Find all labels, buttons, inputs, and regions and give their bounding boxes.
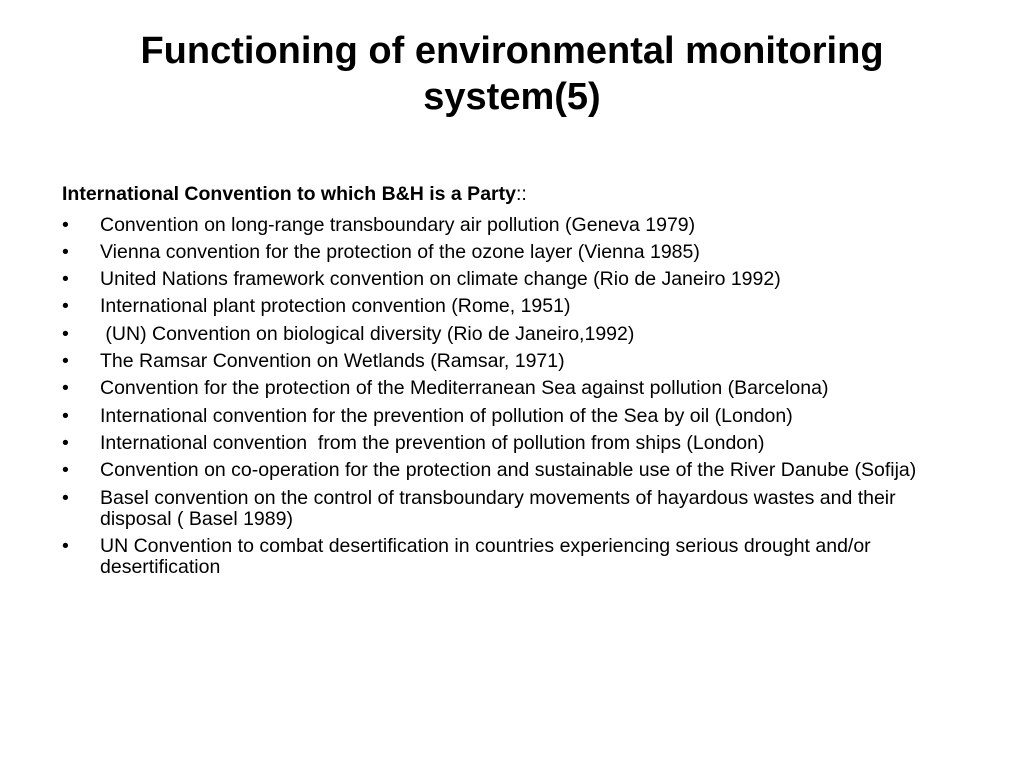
- bullet-icon: •: [62, 404, 69, 427]
- bullet-icon: •: [62, 268, 69, 291]
- list-item: [62, 296, 962, 317]
- list-item: [62, 460, 962, 481]
- list-item: [62, 269, 962, 290]
- bullet-icon: •: [62, 240, 69, 263]
- section-heading: [62, 181, 962, 208]
- slide-body: [62, 181, 962, 578]
- section-heading-suffix: ::: [515, 183, 527, 205]
- bullet-icon: •: [62, 350, 69, 373]
- list-item-text: UN Convention to combat desertification in countries experiencing serious drought and/or desertification: [100, 534, 877, 578]
- slide-title: Functioning of environmental monitoring system(5): [140, 30, 884, 118]
- list-item-text: International plant protection convention (Rome, 1951): [100, 295, 571, 318]
- bullet-icon: •: [62, 213, 69, 236]
- list-item: [62, 378, 962, 399]
- bullet-icon: •: [62, 295, 69, 318]
- list-item-text: Convention on long-range transboundary air pollution (Geneva 1979): [100, 213, 696, 236]
- list-item-text: International convention from the prevention of pollution from ships (London): [100, 431, 765, 454]
- bullet-icon: •: [62, 431, 69, 454]
- list-item-text: International convention for the prevention of pollution of the Sea by oil (London): [100, 404, 793, 427]
- bullet-icon: •: [62, 377, 69, 400]
- list-item: [62, 324, 962, 345]
- list-item: [62, 351, 962, 372]
- list-item-text: Convention on co-operation for the protection and sustainable use of the River Danube (Sofija): [100, 459, 917, 482]
- list-item: [62, 536, 962, 578]
- list-item-text: The Ramsar Convention on Wetlands (Ramsar, 1971): [100, 350, 565, 373]
- bullet-icon: •: [62, 322, 69, 345]
- bullet-icon: •: [62, 486, 69, 509]
- convention-list: [62, 215, 962, 578]
- bullet-icon: •: [62, 459, 69, 482]
- list-item: [62, 488, 962, 530]
- list-item: [62, 433, 962, 454]
- list-item: [62, 406, 962, 427]
- list-item-text: (UN) Convention on biological diversity (Rio de Janeiro,1992): [100, 322, 635, 345]
- list-item: [62, 215, 962, 236]
- list-item-text: United Nations framework convention on climate change (Rio de Janeiro 1992): [100, 268, 781, 291]
- list-item-text: Basel convention on the control of transboundary movements of hayardous wastes and their disposal ( Basel 1989): [100, 486, 902, 530]
- list-item: [62, 242, 962, 263]
- bullet-icon: •: [62, 534, 69, 557]
- list-item-text: Convention for the protection of the Mediterranean Sea against pollution (Barcelona): [100, 377, 829, 400]
- list-item-text: Vienna convention for the protection of the ozone layer (Vienna 1985): [100, 240, 700, 263]
- section-heading-text: International Convention to which B&H is a Party: [62, 183, 516, 205]
